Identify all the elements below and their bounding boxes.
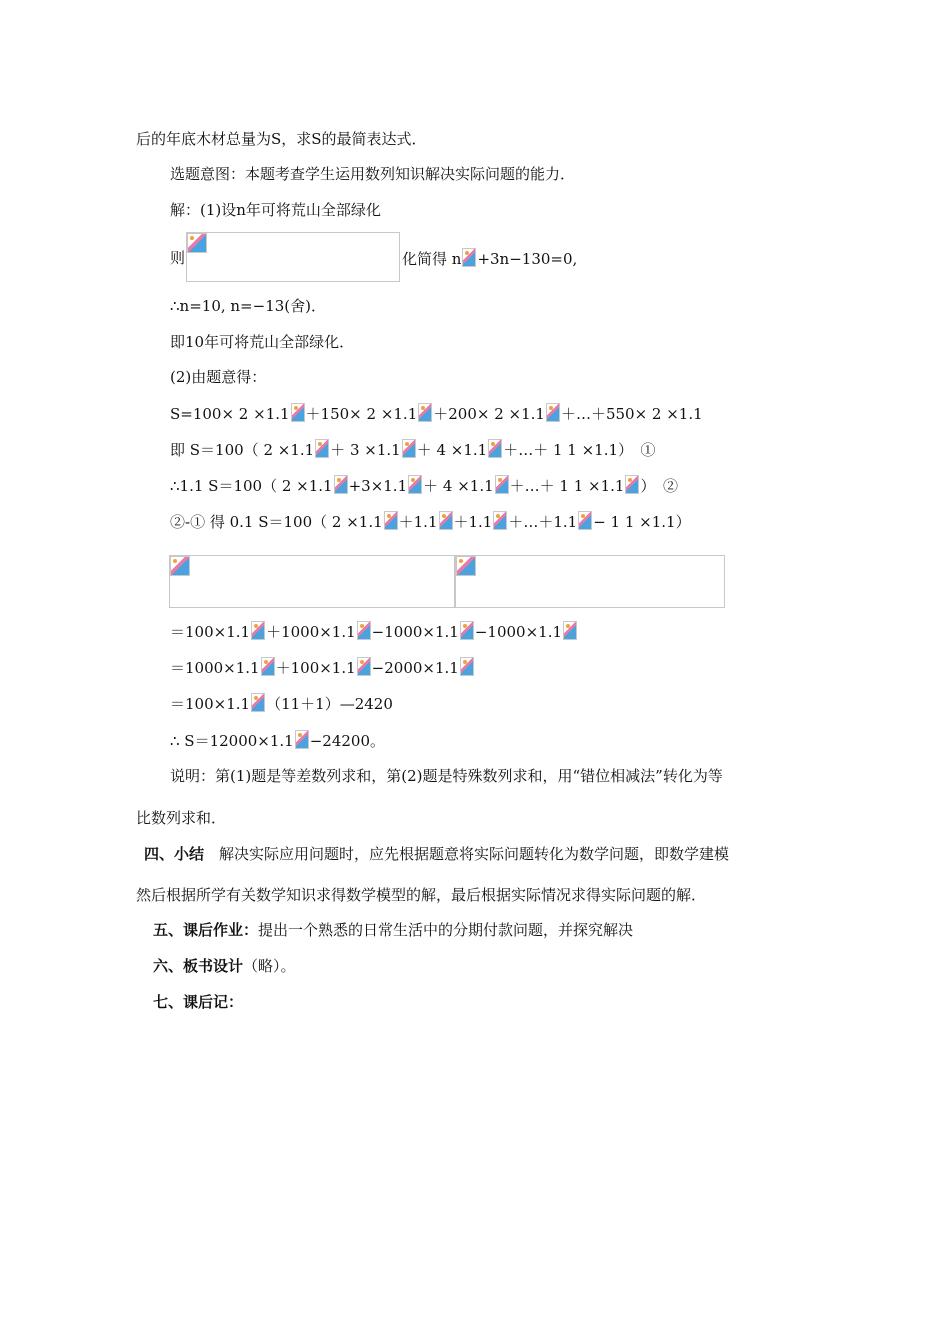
line-text: ②-① 得 0.1 S＝100（ 2 ×1.1 [170, 513, 383, 531]
formula-image-box [186, 232, 400, 282]
section-heading: 六、板书设计 [153, 957, 244, 975]
section-heading: 五、课后作业： [153, 921, 259, 939]
line-text: ＋1.1 [398, 513, 438, 531]
text-line [153, 992, 243, 1012]
formula-image-box [455, 555, 725, 608]
text-line [170, 164, 575, 184]
broken-image-icon [291, 403, 305, 422]
text-line [153, 920, 633, 940]
line-text: +3×1.1 [348, 477, 408, 495]
line-text: 提出一个熟悉的日常生活中的分期付款问题，并探究解决 [258, 921, 634, 939]
line-text: ∴ S＝12000×1.1 [170, 732, 294, 750]
line-text: 即10年可将荒山全部绿化． [170, 333, 355, 351]
line-text: −2000×1.1 [371, 659, 459, 677]
broken-image-icon [295, 730, 309, 749]
text-line [170, 693, 393, 714]
broken-image-icon [460, 621, 474, 640]
line-text: −1000×1.1 [371, 623, 459, 641]
line-text: 即 S＝100（ 2 ×1.1 [170, 441, 315, 459]
line-text: 后的年底木材总量为S，求S的最简表达式． [136, 130, 427, 148]
broken-image-icon [439, 511, 453, 530]
line-text: ＝100×1.1 [170, 695, 251, 713]
broken-image-icon [625, 475, 639, 494]
broken-image-icon [357, 657, 371, 676]
broken-image-icon [384, 511, 398, 530]
line-text: ＋ 4 ×1.1 [423, 477, 494, 495]
broken-image-icon [488, 439, 502, 458]
line-text: 比数列求和． [136, 809, 227, 827]
broken-image-icon [402, 439, 416, 458]
line-text: ＋150× 2 ×1.1 [305, 405, 418, 423]
line-text: ＋…＋1.1 [508, 513, 578, 531]
broken-image-icon [495, 475, 509, 494]
text-line [136, 885, 706, 905]
broken-image-icon [546, 403, 560, 422]
line-text: （11＋1）—2420 [266, 695, 393, 713]
text-line [136, 129, 427, 149]
line-text: ＋ 4 ×1.1 [416, 441, 488, 459]
line-text: ＋1000×1.1 [266, 623, 356, 641]
text-line [170, 200, 381, 220]
line-text: ＋200× 2 ×1.1 [433, 405, 545, 423]
text-line [153, 956, 296, 976]
broken-image-icon [408, 475, 422, 494]
broken-image-icon [563, 621, 577, 640]
line-text: ＋ 3 ×1.1 [330, 441, 401, 459]
line-text: −24200。 [309, 732, 386, 750]
broken-image-icon [170, 556, 190, 576]
broken-image-icon [251, 621, 265, 640]
text-line [170, 730, 385, 751]
line-text: 说明：第(1)题是等差数列求和，第(2)题是特殊数列求和，用“错位相减法”转化为等 [170, 767, 723, 785]
broken-image-icon [578, 511, 592, 530]
text-line [170, 657, 475, 678]
broken-image-icon [460, 657, 474, 676]
text-line [170, 367, 266, 387]
broken-image-icon [418, 403, 432, 422]
line-text: ＋1.1 [453, 513, 493, 531]
text-line [136, 808, 226, 828]
broken-image-icon [334, 475, 348, 494]
line-text: S=100× 2 ×1.1 [170, 405, 290, 423]
text-line [402, 248, 577, 269]
broken-image-icon [493, 511, 507, 530]
text-line [170, 511, 691, 532]
line-text: 解：(1)设n年可将荒山全部绿化 [170, 201, 381, 219]
line-text: ＝100×1.1 [170, 623, 251, 641]
line-text: ＋…＋550× 2 ×1.1 [560, 405, 703, 423]
section-heading: 四、小结 [144, 845, 205, 863]
line-text: 然后根据所学有关数学知识求得数学模型的解，最后根据实际情况求得实际问题的解． [136, 886, 707, 904]
line-text: 选题意图：本题考查学生运用数列知识解决实际问题的能力． [170, 165, 576, 183]
text-line [170, 621, 578, 642]
broken-image-icon [357, 621, 371, 640]
line-text: ∴n=10, n=−13(舍)． [170, 297, 326, 315]
broken-image-icon [251, 693, 265, 712]
line-text: ＝1000×1.1 [170, 659, 260, 677]
text-line [170, 332, 354, 352]
line-text: ＋…＋ 1 1 ×1.1） ① [503, 441, 656, 459]
line-text: 解决实际应用问题时，应先根据题意将实际问题转化为数学问题，即数学建模 [204, 845, 730, 863]
line-text: （略）。 [243, 957, 296, 975]
broken-image-icon [462, 248, 476, 267]
line-text: ＋100×1.1 [275, 659, 356, 677]
line-text: − 1 1 ×1.1） [593, 513, 691, 531]
line-text: 化简得 n [402, 250, 462, 268]
line-text: −1000×1.1 [474, 623, 563, 641]
line-text: ＋…＋ 1 1 ×1.1 [509, 477, 625, 495]
text-line [170, 248, 185, 268]
text-line [144, 844, 729, 864]
section-heading: 七、课后记： [153, 993, 244, 1011]
line-text: ） ② [640, 477, 678, 495]
line-text: ∴1.1 S＝100（ 2 ×1.1 [170, 477, 333, 495]
text-line [170, 403, 703, 424]
text-line [170, 439, 656, 460]
broken-image-icon [315, 439, 329, 458]
broken-image-icon [187, 233, 207, 253]
text-line [170, 296, 326, 316]
line-text: +3n−130=0, [477, 250, 578, 268]
broken-image-icon [456, 556, 476, 576]
line-text: (2)由题意得： [170, 368, 267, 386]
text-line [170, 475, 678, 496]
formula-image-box [169, 555, 455, 608]
text-line [170, 766, 723, 786]
line-text: 则 [170, 249, 186, 267]
broken-image-icon [261, 657, 275, 676]
